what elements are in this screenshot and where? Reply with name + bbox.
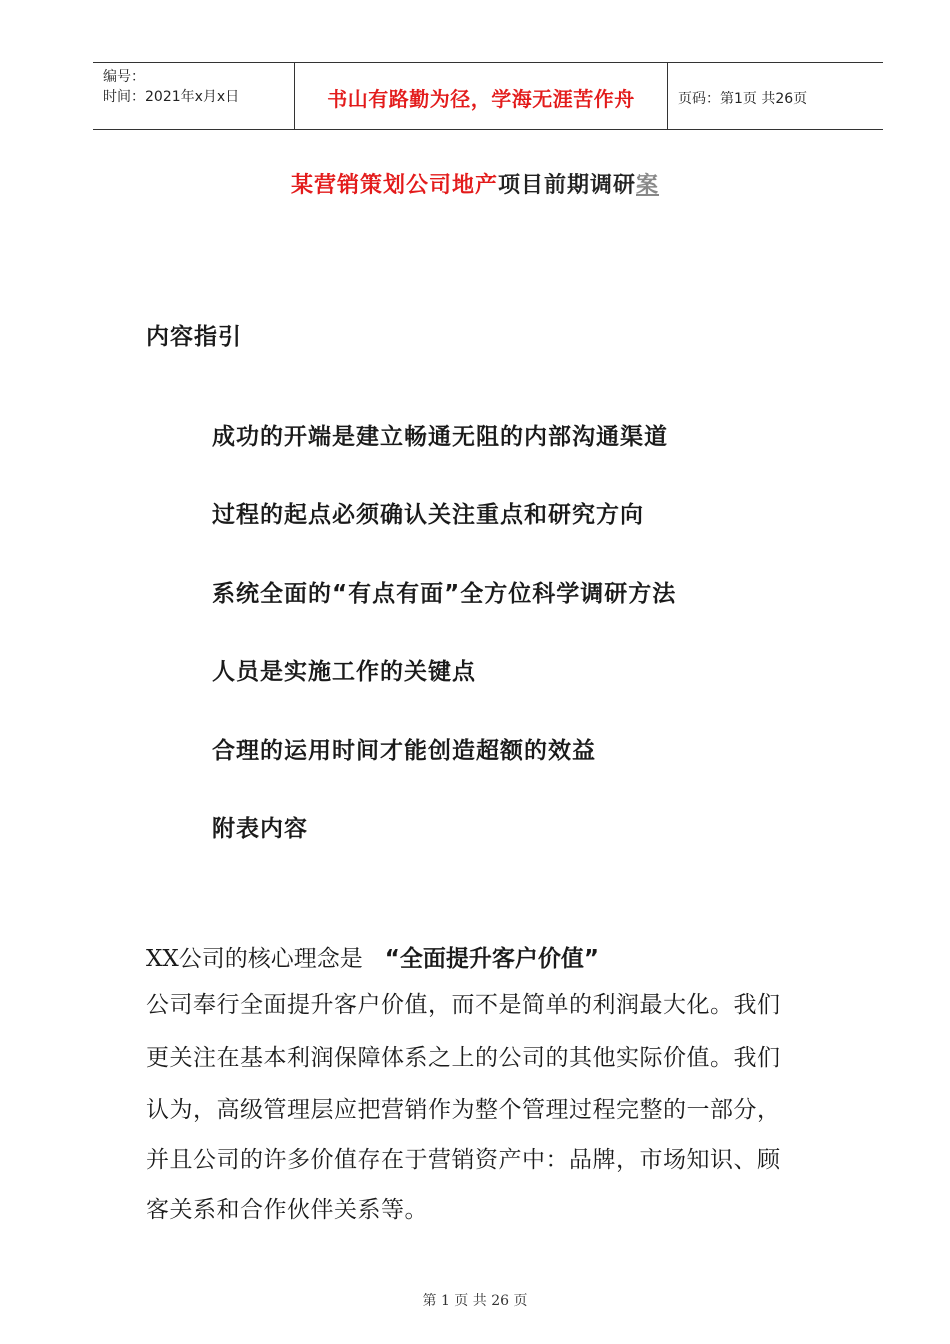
toc-item: 成功的开端是建立畅通无阻的内部沟通渠道 <box>212 424 668 450</box>
core-concept-text: XX公司的核心理念是 <box>146 946 363 972</box>
title-red-part: 某营销策划公司地产 <box>290 173 498 198</box>
body-paragraph-line: 公司奉行全面提升客户价值，而不是简单的利润最大化。我们 <box>146 992 781 1018</box>
document-number: 编号： <box>103 69 145 85</box>
body-paragraph-line: 并且公司的许多价值存在于营销资产中：品牌，市场知识、顾 <box>146 1147 781 1173</box>
body-paragraph-line: 认为，高级管理层应把营销作为整个管理过程完整的一部分， <box>146 1097 781 1123</box>
toc-item: 合理的运用时间才能创造超额的效益 <box>212 738 596 764</box>
core-concept-quote: “全面提升客户价值” <box>384 946 599 972</box>
toc-heading: 内容指引 <box>146 324 242 350</box>
header-motto: 书山有路勤为径，学海无涯苦作舟 <box>327 87 635 111</box>
page-header <box>93 62 883 130</box>
toc-item: 人员是实施工作的关键点 <box>212 659 476 685</box>
document-title <box>0 168 950 199</box>
header-page-info: 页码：第1页 共26页 <box>678 91 808 107</box>
title-grey-part: 案 <box>636 173 660 198</box>
document-time: 时间：2021年x月x日 <box>103 89 240 105</box>
header-meta <box>103 67 239 107</box>
header-divider <box>667 63 668 129</box>
body-paragraph-line: 更关注在基本利润保障体系之上的公司的其他实际价值。我们 <box>146 1045 781 1071</box>
core-concept-line <box>146 940 599 973</box>
body-paragraph-line: 客关系和合作伙伴关系等。 <box>146 1197 428 1223</box>
toc-item: 系统全面的“有点有面”全方位科学调研方法 <box>212 581 677 607</box>
title-dark-part: 项目前期调研 <box>497 173 636 198</box>
toc-item: 过程的起点必须确认关注重点和研究方向 <box>212 502 644 528</box>
toc-item: 附表内容 <box>212 816 308 842</box>
page-footer: 第 1 页 共 26 页 <box>422 1293 528 1309</box>
